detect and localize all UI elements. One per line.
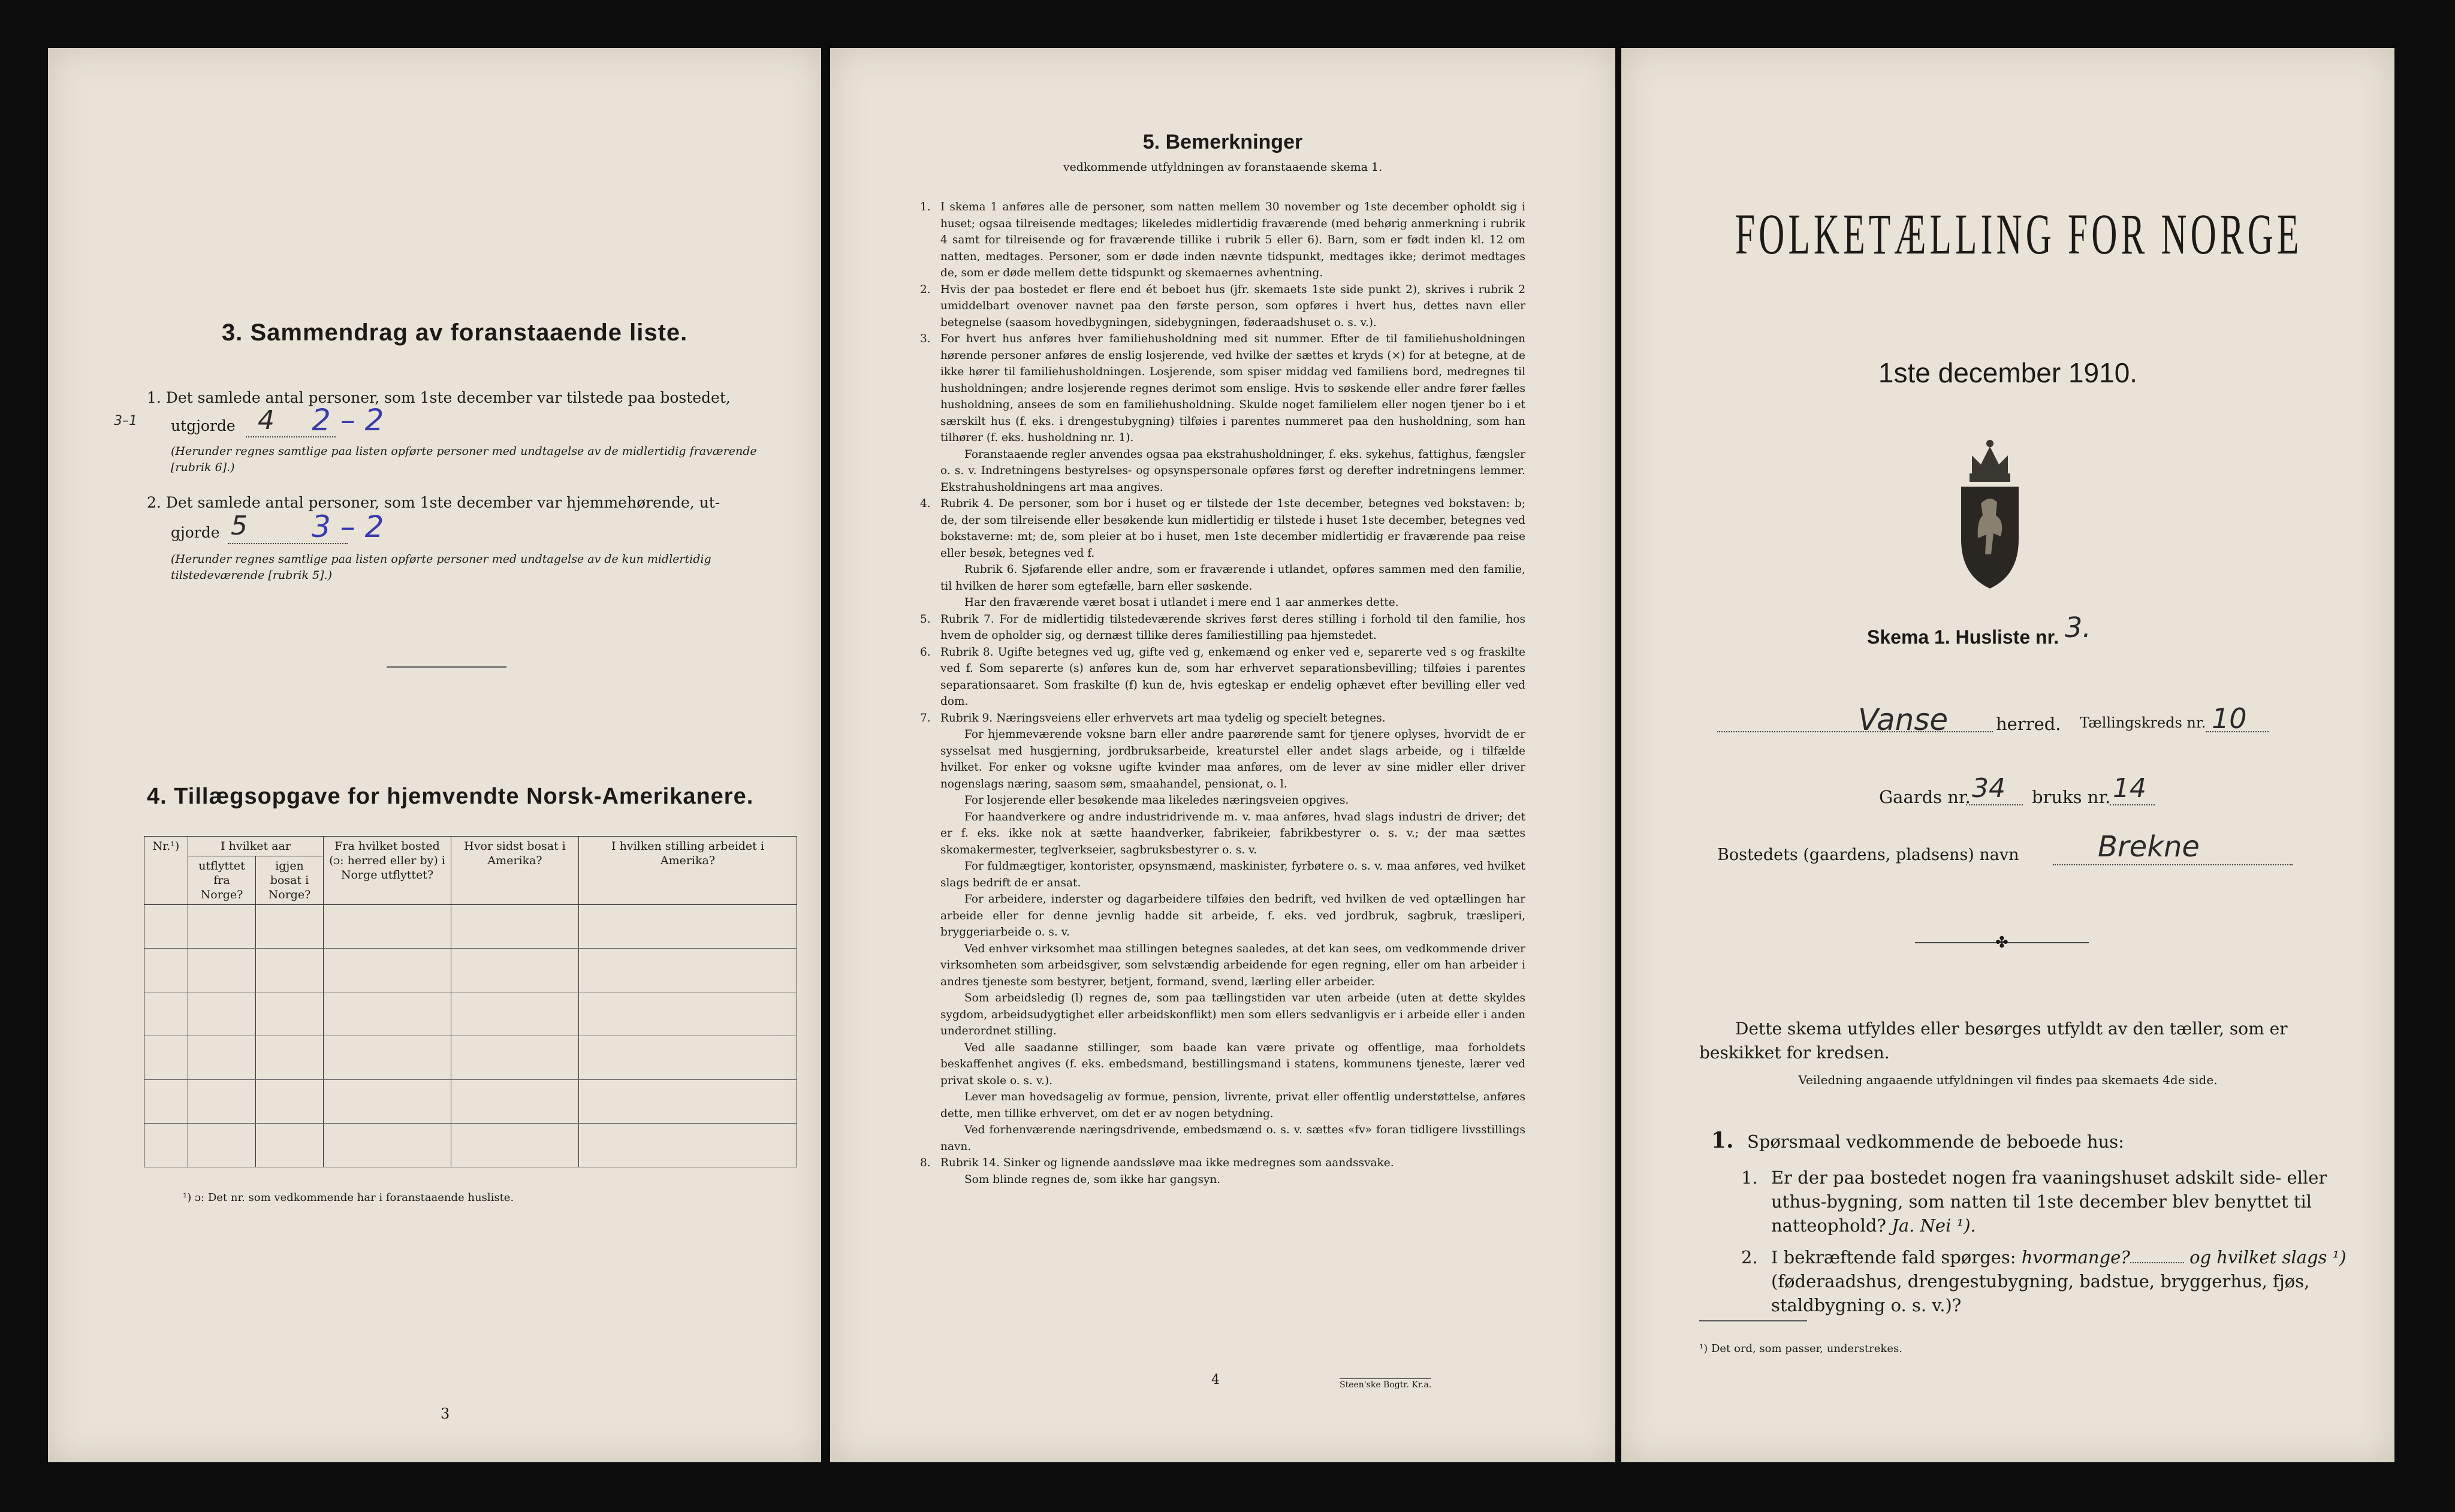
table-footnote: ¹) ɔ: Det nr. som vedkommende har i foranstaaende husliste.	[183, 1191, 514, 1204]
table-row	[144, 992, 797, 1036]
bruk-label: bruks nr.	[2032, 787, 2111, 807]
q1-2-slags: og hvilket slags ¹)	[2189, 1247, 2347, 1267]
remark-paragraph	[920, 1122, 1525, 1155]
page-left	[48, 48, 821, 1462]
gaard-label: Gaards nr.	[1879, 787, 1971, 807]
remark-paragraph	[920, 726, 1525, 792]
q1-2-examples: (føderaadshus, drengestubygning, badstue, bryggerhus, fjøs, staldbygning o. s. v.)?	[1771, 1271, 2310, 1315]
page-number: 3	[441, 1405, 450, 1422]
q1-2-text	[1771, 1245, 2370, 1317]
bosted-dotline	[2053, 864, 2293, 865]
item-2-handwritten-count: 5	[231, 511, 248, 541]
remark-number: 3.	[920, 333, 931, 345]
remark-paragraph	[920, 858, 1525, 891]
divider	[387, 666, 506, 668]
remark-paragraph	[920, 990, 1525, 1040]
remark-paragraph	[920, 446, 1525, 496]
remark-paragraph	[920, 1172, 1525, 1188]
q1-1-answer: Ja. Nei ¹).	[1892, 1215, 1976, 1236]
q1-2-number: 2.	[1741, 1247, 1758, 1267]
main-title: FOLKETÆLLING FOR NORGE	[1735, 202, 2303, 266]
remark-text: Foranstaaende regler anvendes ogsaa paa ekstrahusholdninger, f. eks. sykehus, fattighus, fængsler o. s. v. Indretningens bestyrelses- og opsynspersonale opføres først og derefter indretningens lemmer. Ekstrahusholdningens art maa angives.	[940, 448, 1525, 494]
remark-paragraph	[920, 891, 1525, 941]
col-last-place: Hvor sidst bosat i Amerika?	[451, 837, 579, 905]
coat-of-arms-icon	[1954, 431, 2026, 596]
remark-paragraph	[920, 594, 1525, 611]
remark-paragraph	[920, 199, 1525, 282]
table-row	[144, 905, 797, 949]
q1-1-text	[1771, 1166, 2370, 1238]
remark-number: 1.	[920, 201, 931, 213]
remark-text: Rubrik 7. For de midlertidig tilstedeværende skrives først deres stilling i forhold til den familie, hos hvem de opholder sig, og dernæst tillike deres familiestilling paa hjemstedet.	[940, 612, 1525, 642]
q1-1-question: Er der paa bostedet nogen fra vaaningshuset adskilt side- eller uthus-bygning, som natten til 1ste december blev benyttet til natteophold?	[1771, 1167, 2327, 1236]
bruk-handwritten: 14	[2113, 773, 2146, 804]
margin-handwriting: 3–1	[114, 414, 137, 428]
q1-2-dotline	[2130, 1262, 2184, 1263]
remark-number: 7.	[920, 711, 931, 725]
q1-2-lead: I bekræftende fald spørges:	[1771, 1247, 2016, 1267]
remark-paragraph	[920, 1040, 1525, 1090]
remark-paragraph	[920, 611, 1525, 644]
remark-text: Rubrik 8. Ugifte betegnes ved ug, gifte ved g, enkemænd og enker ved e, separerte ved s og fraskilte ved f. Som separerte (s) anføres kun de, som har erhvervet separationsbevilling; tilføies i parentes separationsaaret. Som fraskilte (f) kun de, hvis egteskap er endelig ophævet efter bevilling eller ved dom.	[940, 645, 1525, 708]
remark-paragraph	[920, 496, 1525, 562]
section-4-title: 4. Tillægsopgave for hjemvendte Norsk-Amerikanere.	[147, 784, 754, 809]
ornament-icon: ✤	[1995, 934, 2008, 952]
remark-number: 4.	[920, 497, 931, 510]
husliste-number-handwritten: 3.	[2065, 611, 2091, 644]
q1-number: 1.	[1711, 1128, 1734, 1153]
remark-paragraph	[920, 1155, 1525, 1172]
herred-label: herred.	[1996, 714, 2061, 734]
table-row	[144, 949, 797, 992]
remark-text: For arbeidere, inderster og dagarbeidere tilføies den bedrift, ved hvilken de ved optællingen har arbeide eller for denne jevnlig hadde sit arbeide, f. eks. ved jordbruk, sagbruk, træsliperi, bryggeriarbeide o. s. v.	[940, 893, 1525, 938]
footnote-rule	[1699, 1320, 1807, 1321]
table-row	[144, 1080, 797, 1124]
item-1-note: (Herunder regnes samtlige paa listen opførte personer med undtagelse av de midlertidig fraværende [rubrik 6].)	[171, 445, 757, 474]
norsk-amerikanere-table	[144, 836, 797, 1167]
remark-text: Hvis der paa bostedet er flere end ét beboet hus (jfr. skemaets 1ste side punkt 2), skrives i rubrik 2 umiddelbart ovenover navnet paa den første person, som opføres i hvert hus, dettes navn eller betegnelse (saasom hovedbygningen, sidebygningen, føderaadshuset o. s. v.).	[940, 283, 1525, 329]
col-returned: igjen bosat i Norge?	[256, 856, 324, 905]
instruction-text: Dette skema utfyldes eller besørges utfyldt av den tæller, som er beskikket for kredsen.	[1699, 1019, 2288, 1063]
remark-text: For fuldmægtiger, kontorister, opsynsmænd, maskinister, fyrbøtere o. s. v. maa anføres, ved hvilket slags bedrift de er ansat.	[940, 860, 1525, 889]
bosted-handwritten: Brekne	[2098, 830, 2200, 864]
remark-number: 8.	[920, 1157, 931, 1169]
col-nr: Nr.¹)	[144, 837, 188, 905]
page-number: 4	[1211, 1372, 1220, 1387]
remark-text: Har den fraværende været bosat i utlandet i mere end 1 aar anmerkes dette.	[964, 596, 1399, 609]
item-2-lead: gjorde	[171, 524, 220, 541]
item-1-handwritten-count: 4	[258, 405, 275, 436]
remark-number: 5.	[920, 612, 931, 626]
remark-text: For losjerende eller besøkende maa likeledes næringsveien opgives.	[964, 794, 1349, 807]
guidance-text: Veiledning angaaende utfyldningen vil findes paa skemaets 4de side.	[1798, 1073, 2218, 1087]
schema-label: Skema 1. Husliste nr.	[1867, 626, 2059, 648]
remark-paragraph	[920, 809, 1525, 859]
q1-1-number: 1.	[1741, 1167, 1758, 1188]
item-2-handwritten-split: 3 – 2	[312, 509, 384, 544]
table-row	[144, 1124, 797, 1167]
q1-title: Spørsmaal vedkommende de beboede hus:	[1747, 1131, 2124, 1152]
remark-text: Rubrik 9. Næringsveiens eller erhvervets art maa tydelig og specielt betegnes.	[940, 711, 1386, 725]
remark-paragraph	[920, 331, 1525, 446]
item-1-text: 1. Det samlede antal personer, som 1ste december var tilstede paa bostedet,	[147, 389, 731, 406]
remarks-body	[920, 199, 1525, 1188]
section-3-title: 3. Sammendrag av foranstaaende liste.	[222, 319, 688, 346]
col-position: I hvilken stilling arbeidet i Amerika?	[579, 837, 797, 905]
remark-text: Ved enhver virksomhet maa stillingen betegnes saaledes, at det kan sees, om vedkommende driver virksomheten som arbeidsgiver, som selvstændig arbeidende for egen regning, eller om han arbeider i andres tjeneste som bestyrer, betjent, formand, svend, lærling eller arbeider.	[940, 942, 1525, 988]
remark-text: For hjemmeværende voksne barn eller andre paarørende samt for tjenere oplyses, hvorvidt de er sysselsat med husgjerning, jordbruksarbeide, kreaturstel eller andet slags arbeide, og i tilfælde hvilket. For enker og voksne ugifte kvinder maa anføres, om de lever av sine midler eller driver nogenslags næring, saasom søm, smaahandel, pensionat, o. l.	[940, 728, 1525, 790]
remark-paragraph	[920, 941, 1525, 991]
item-1-handwritten-split: 2 – 2	[312, 403, 384, 437]
remark-paragraph	[920, 710, 1525, 727]
remark-text: Lever man hovedsagelig av formue, pension, livrente, privat eller offentlig understøttelse, anføres dette, men tillike erhvervet, om det er av nogen betydning.	[940, 1091, 1525, 1120]
footnote: ¹) Det ord, som passer, understrekes.	[1699, 1342, 1902, 1355]
gaard-dotline	[1966, 804, 2023, 805]
remark-text: For hvert hus anføres hver familiehusholdning med sit nummer. Efter de til familiehusholdningen hørende personer anføres de enslig losjerende, ved hvilke der sættes et kryds (×) for at betegne, at de ikke hører til familiehusholdningen. Losjerende, som spiser middag ved familiens bord, medregnes til husholdningen; andre losjerende regnes derimot som enslige. Hvis to søskende eller andre fører fælles husholdning, ansees de som en familiehusholdning. Skulde noget familielem eller nogen tjener bo i et særskilt hus (f. eks. i drengestubygning) tilføies i parentes nummeret paa den husholdning, som han tilhører (f. eks. husholdning nr. 1).	[940, 333, 1525, 444]
remark-paragraph	[920, 792, 1525, 809]
gaard-handwritten: 34	[1972, 773, 2005, 804]
remark-text: For haandverkere og andre industridrivende m. v. maa anføres, hvad slags industri de driver; det er f. eks. ikke nok at sætte haandverker, fabrikeier, fabrikbestyrer o. s. v.; der maa sættes skomakermester, teglverkseier, sagbruksbestyrer o. s. v.	[940, 810, 1525, 856]
remark-paragraph	[920, 644, 1525, 710]
kreds-handwritten: 10	[2212, 702, 2247, 735]
printer-mark: Steen'ske Bogtr. Kr.a.	[1340, 1378, 1431, 1390]
q1-2-hvormange: hvormange?	[2021, 1247, 2130, 1267]
census-date: 1ste december 1910.	[1878, 357, 2138, 388]
remark-text: Som blinde regnes de, som ikke har gangsyn.	[964, 1173, 1221, 1186]
remarks-subtitle: vedkommende utfyldningen av foranstaaende skema 1.	[1063, 161, 1383, 174]
remark-text: Som arbeidsledig (l) regnes de, som paa tællingstiden var uten arbeide (uten at dette skyldes sygdom, arbeidsudygtighet eller arbeidskonflikt) men som ellers sedvanligvis er i arbeide eller i anden underordnet stilling.	[940, 992, 1525, 1037]
remarks-title: 5. Bemerkninger	[1142, 131, 1303, 153]
col-from-place: Fra hvilket bosted (ɔ: herred eller by) i Norge utflyttet?	[324, 837, 451, 905]
herred-handwritten: Vanse	[1858, 702, 1949, 737]
remark-text: Rubrik 4. De personer, som bor i huset og er tilstede der 1ste december, betegnes ved bokstaven: b; de, der som tilreisende eller besøkende kun midlertidig er tilstede i huset 1ste december, betegnes ved bokstaverne: mt; de, som pleier at bo i huset, men 1ste december midlertidig er fraværende paa reise eller besøk, betegnes ved f.	[940, 497, 1525, 560]
remark-paragraph	[920, 1089, 1525, 1122]
herred-dotline	[1717, 731, 1993, 732]
table-row	[144, 1036, 797, 1080]
col-emigrated: utflyttet fra Norge?	[188, 856, 256, 905]
remark-paragraph	[920, 562, 1525, 594]
remark-number: 6.	[920, 645, 931, 659]
bruk-dotline	[2110, 804, 2155, 805]
kreds-label: Tællingskreds nr.	[2080, 714, 2206, 731]
item-1-lead: utgjorde	[171, 417, 236, 434]
remark-number: 2.	[920, 283, 931, 296]
remark-text: Ved forhenværende næringsdrivende, embedsmænd o. s. v. sættes «fv» foran tidligere livsstillings navn.	[940, 1124, 1525, 1153]
remark-text: Rubrik 6. Sjøfarende eller andre, som er fraværende i utlandet, opføres sammen med den familie, til hvilken de hører som egtefælle, barn eller søskende.	[940, 563, 1525, 593]
bosted-label: Bostedets (gaardens, pladsens) navn	[1717, 846, 2019, 864]
remark-text: I skema 1 anføres alle de personer, som natten mellem 30 november og 1ste december opholdt sig i huset; ogsaa tilreisende medtages; likeledes midlertidig fraværende (med behørig anmerkning i rubrik 4 samt for tilreisende og for fraværende tillike i rubrik 5 eller 6). Barn, som er født inden kl. 12 om natten, medtages. Personer, som er døde inden nævnte tidspunkt, medtages ikke; derimot medtages de, som er døde mellem dette tidspunkt og skemaernes avhentning.	[940, 201, 1525, 279]
remark-text: Ved alle saadanne stillinger, som baade kan være private og offentlige, maa forholdets beskaffenhet angives (f. eks. embedsmand, bestillingsmand i statens, kommunens tjeneste, lærer ved privat skole o. s. v.).	[940, 1041, 1525, 1087]
page-right	[1621, 48, 2394, 1462]
item-2-note: (Herunder regnes samtlige paa listen opførte personer med undtagelse av de kun midlertidig tilstedeværende [rubrik 5].)	[171, 553, 711, 582]
remark-paragraph	[920, 282, 1525, 331]
col-year-group: I hvilket aar	[188, 837, 324, 856]
remark-text: Rubrik 14. Sinker og lignende aandssløve maa ikke medregnes som aandssvake.	[940, 1157, 1394, 1169]
page-middle	[830, 48, 1615, 1462]
item-2-text: 2. Det samlede antal personer, som 1ste december var hjemmehørende, ut-	[147, 494, 720, 511]
